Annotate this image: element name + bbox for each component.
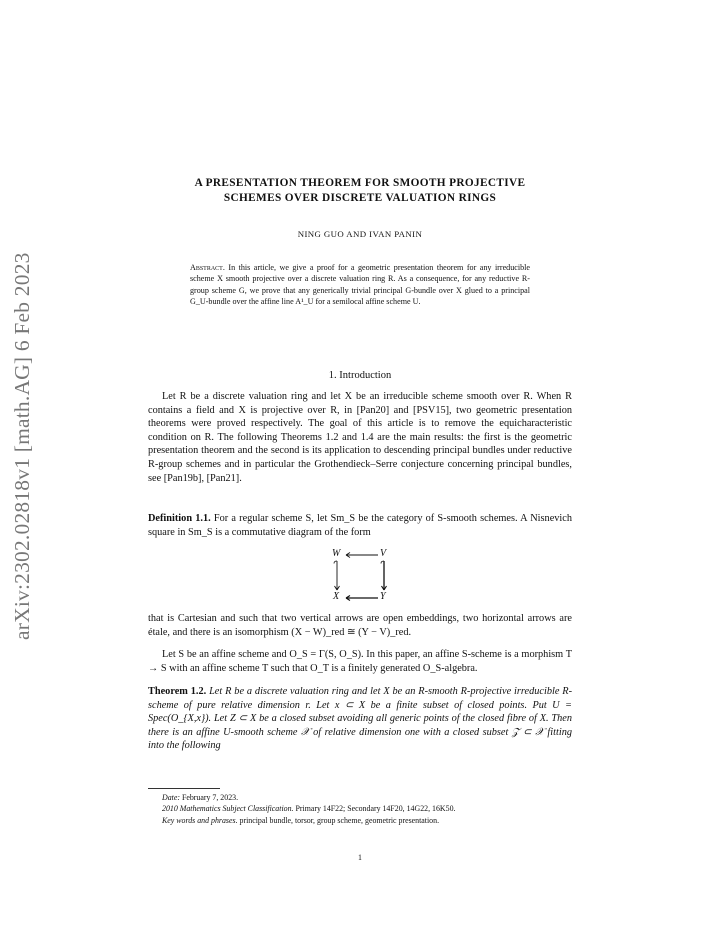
arxiv-identifier: arXiv:2302.02818v1 [math.AG] 6 Feb 2023	[10, 252, 34, 640]
diagram-node-w: W	[332, 548, 341, 559]
intro-paragraph: Let R be a discrete valuation ring and let X be an irreducible scheme smooth over R. When R contains a field and X is projective over R, in [Pan20] and [PSV15], two geometric presentation theorems were proved respectively. The goal of this article is to remove the equicharacteristic condition on R. The following Theorems 1.2 and 1.4 are the main results: the first is the geometric presentation theorem and the second is its application to descending principal bundles under reductive R-group schemes and in particular the Grothendieck–Serre conjecture concerning principal bundles, see [Pan19b], [Pan21].	[148, 391, 572, 484]
authors: NING GUO AND IVAN PANIN	[297, 229, 423, 239]
keywords-label: Key words and phrases.	[162, 815, 238, 825]
title-line-1: A PRESENTATION THEOREM FOR SMOOTH PROJECTIVE	[194, 177, 526, 189]
section-heading: 1. Introduction	[328, 370, 392, 381]
keywords-value: principal bundle, torsor, group scheme, geometric presentation.	[239, 815, 440, 825]
footnote-msc	[162, 803, 572, 814]
abstract-label: Abstract.	[190, 263, 225, 272]
footnote-date	[162, 792, 572, 803]
abstract	[190, 262, 530, 308]
theorem-block	[148, 685, 572, 753]
date-label: Date:	[162, 793, 180, 802]
paper-title	[148, 176, 572, 206]
nisnevich-square-diagram	[328, 548, 398, 604]
diagram-node-y: Y	[380, 591, 386, 602]
page-number: 1	[358, 853, 362, 862]
msc-value: Primary 14F22; Secondary 14F20, 14G22, 16K50.	[295, 804, 456, 814]
diagram-node-v: V	[380, 548, 387, 559]
diagram-node-x: X	[333, 591, 340, 602]
theorem-label: Theorem 1.2.	[148, 686, 207, 697]
diagram-arrows	[328, 548, 398, 604]
footnotes	[162, 792, 572, 826]
footnote-rule	[148, 788, 220, 789]
affine-scheme-paragraph: Let S be an affine scheme and O_S = Γ(S, O_S). In this paper, an affine S-scheme is a morphism T → S with an affine scheme T such that O_T is a finitely generated O_S-algebra.	[148, 649, 572, 674]
title-line-2: SCHEMES OVER DISCRETE VALUATION RINGS	[223, 192, 497, 204]
footnote-keywords	[162, 815, 572, 826]
theorem-text: Let R be a discrete valuation ring and let X be an R-smooth R-projective irreducible R-scheme of pure relative dimension r. Let x ⊂ X be a finite subset of closed points. Put U = Spec(O_{X,x}). Let Z ⊂ X be a closed subset avoiding all generic points of the closed fibre of X. Then there is an affine U-smooth scheme 𝒳 of relative dimension one with a closed subset 𝒵 ⊂ 𝒳 fitting into the following	[148, 686, 573, 752]
definition-block	[148, 512, 572, 539]
after-diagram-paragraph: that is Cartesian and such that two vertical arrows are open embeddings, two horizontal arrows are étale, and there is an isomorphism (X − W)_red ≅ (Y − V)_red.	[148, 613, 572, 638]
definition-label: Definition 1.1.	[148, 513, 211, 524]
abstract-text: In this article, we give a proof for a geometric presentation theorem for any irreducible scheme X smooth projective over a discrete valuation ring R. As a consequence, for any reductive R-group scheme G, we prove that any generically trivial principal G-bundle over X glued to a principal G_U-bundle over the affine line A¹_U for a semilocal affine scheme U.	[190, 263, 530, 307]
definition-text: For a regular scheme S, let Sm_S be the category of S-smooth schemes. A Nisnevich square in Sm_S is a commutative diagram of the form	[148, 513, 572, 538]
date-value: February 7, 2023.	[181, 793, 239, 802]
msc-label: 2010 Mathematics Subject Classification.	[162, 804, 294, 814]
